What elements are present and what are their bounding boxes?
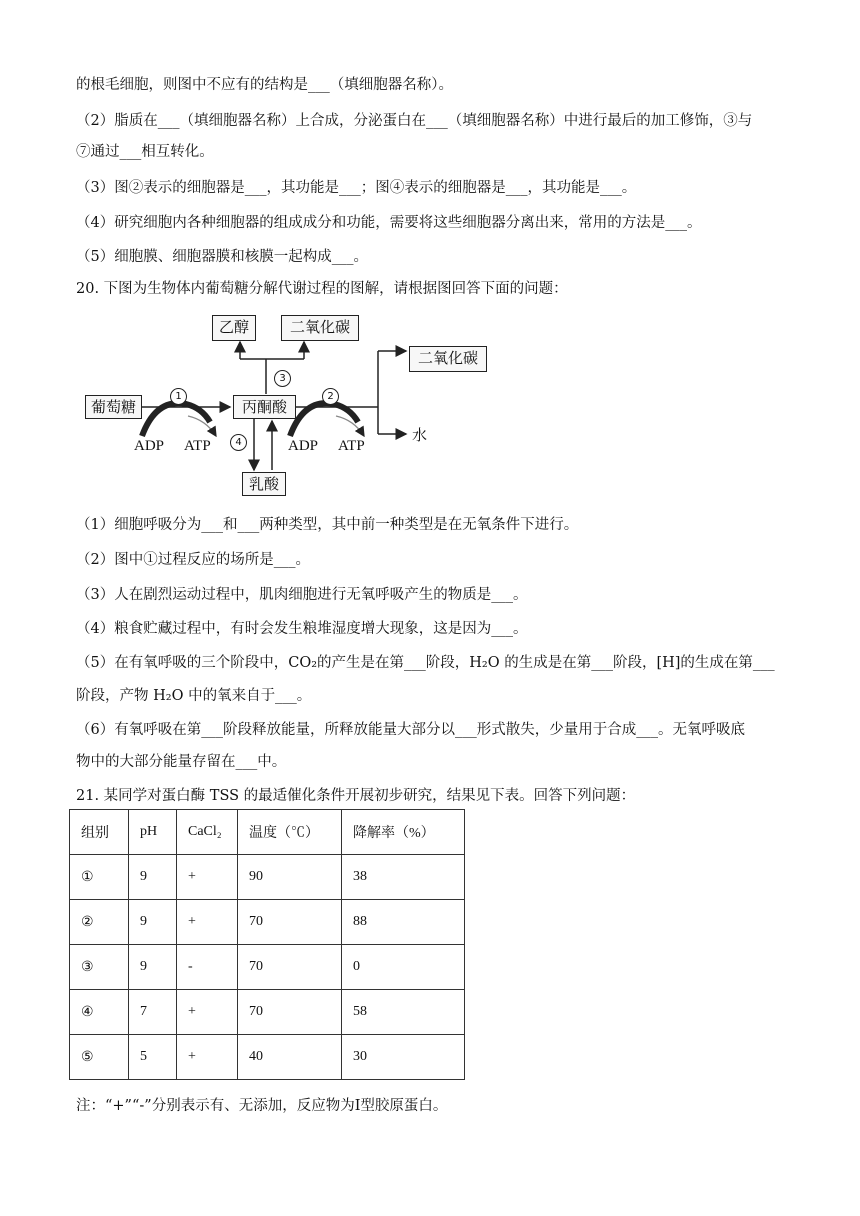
table-row bbox=[70, 990, 465, 1035]
text-line-4: （3）图②表示的细胞器是___，其功能是___；图④表示的细胞器是___，其功能是___。 bbox=[76, 180, 637, 196]
step-2-marker: 2 bbox=[322, 388, 339, 405]
cell-group: ② bbox=[70, 900, 129, 945]
cell-temperature: 90 bbox=[238, 855, 342, 900]
text-line-6: （5）细胞膜、细胞器膜和核膜一起构成___。 bbox=[76, 249, 368, 265]
step-4-marker: 4 bbox=[230, 434, 247, 451]
table-row bbox=[70, 900, 465, 945]
table-row bbox=[70, 945, 465, 990]
answer-line-2: （2）图中①过程反应的场所是___。 bbox=[76, 552, 310, 568]
cell-temperature: 40 bbox=[238, 1035, 342, 1080]
table-row bbox=[70, 855, 465, 900]
adp-label-1: ADP bbox=[134, 438, 165, 454]
answer-line-6: （6）有氧呼吸在第___阶段释放能量，所释放能量大部分以___形式散失，少量用于合成___。无氧呼吸底 bbox=[76, 722, 745, 738]
ethanol-box: 乙醇 bbox=[212, 315, 256, 341]
cell-ph: 7 bbox=[129, 990, 177, 1035]
co2-top-box: 二氧化碳 bbox=[281, 315, 359, 341]
question-20-title: 20. 下图为生物体内葡萄糖分解代谢过程的图解，请根据图回答下面的问题： bbox=[76, 281, 568, 297]
step-3-marker: 3 bbox=[274, 370, 291, 387]
glucose-box: 葡萄糖 bbox=[85, 395, 142, 419]
cell-cacl2: + bbox=[177, 855, 238, 900]
cell-ph: 9 bbox=[129, 900, 177, 945]
cell-temperature: 70 bbox=[238, 945, 342, 990]
atp-label-2: ATP bbox=[338, 438, 365, 454]
text-line-3: ⑦通过___相互转化。 bbox=[76, 144, 214, 160]
header-cacl2: CaCl₂ bbox=[177, 810, 238, 855]
cell-group: ⑤ bbox=[70, 1035, 129, 1080]
cell-degradation-rate: 38 bbox=[342, 855, 465, 900]
answer-line-3: （3）人在剧烈运动过程中，肌肉细胞进行无氧呼吸产生的物质是___。 bbox=[76, 587, 528, 603]
cell-group: ④ bbox=[70, 990, 129, 1035]
cell-cacl2: + bbox=[177, 990, 238, 1035]
answer-line-4: （4）粮食贮藏过程中，有时会发生粮堆湿度增大现象，这是因为___。 bbox=[76, 621, 528, 637]
table-note: 注：“+”“-”分别表示有、无添加，反应物为Ⅰ型胶原蛋白。 bbox=[76, 1098, 448, 1114]
cell-ph: 9 bbox=[129, 855, 177, 900]
cell-ph: 5 bbox=[129, 1035, 177, 1080]
cell-degradation-rate: 30 bbox=[342, 1035, 465, 1080]
text-line-1: 的根毛细胞，则图中不应有的结构是___（填细胞器名称）。 bbox=[76, 77, 453, 93]
step-1-marker: 1 bbox=[170, 388, 187, 405]
cell-degradation-rate: 0 bbox=[342, 945, 465, 990]
water-label: 水 bbox=[412, 426, 428, 444]
atp-label-1: ATP bbox=[184, 438, 211, 454]
table-header-row bbox=[70, 810, 465, 855]
lactate-box: 乳酸 bbox=[242, 472, 286, 496]
answer-line-1: （1）细胞呼吸分为___和___两种类型，其中前一种类型是在无氧条件下进行。 bbox=[76, 517, 579, 533]
cell-degradation-rate: 58 bbox=[342, 990, 465, 1035]
question-21-title: 21. 某同学对蛋白酶 TSS 的最适催化条件开展初步研究，结果见下表。回答下列问题： bbox=[76, 788, 636, 804]
header-degradation-rate: 降解率（%） bbox=[342, 810, 465, 855]
glucose-metabolism-diagram bbox=[76, 304, 536, 504]
answer-line-5: （5）在有氧呼吸的三个阶段中，CO₂的产生是在第___阶段，H₂O 的生成是在第___阶段，[H]的生成在第___ bbox=[76, 655, 775, 671]
answer-line-6b: 物中的大部分能量存留在___中。 bbox=[76, 754, 287, 770]
cell-cacl2: - bbox=[177, 945, 238, 990]
text-line-2: （2）脂质在___（填细胞器名称）上合成，分泌蛋白在___（填细胞器名称）中进行最后的加工修饰，③与 bbox=[76, 113, 753, 129]
cell-ph: 9 bbox=[129, 945, 177, 990]
cell-group: ① bbox=[70, 855, 129, 900]
cell-degradation-rate: 88 bbox=[342, 900, 465, 945]
adp-label-2: ADP bbox=[288, 438, 319, 454]
answer-line-5b: 阶段，产物 H₂O 中的氧来自于___。 bbox=[76, 688, 312, 704]
header-group: 组别 bbox=[70, 810, 129, 855]
cell-temperature: 70 bbox=[238, 990, 342, 1035]
header-ph: pH bbox=[129, 810, 177, 855]
cell-group: ③ bbox=[70, 945, 129, 990]
cell-temperature: 70 bbox=[238, 900, 342, 945]
co2-right-box: 二氧化碳 bbox=[409, 346, 487, 372]
pyruvate-box: 丙酮酸 bbox=[233, 395, 296, 419]
table-row bbox=[70, 1035, 465, 1080]
cell-cacl2: + bbox=[177, 900, 238, 945]
header-temperature: 温度（℃） bbox=[238, 810, 342, 855]
text-line-5: （4）研究细胞内各种细胞器的组成成分和功能，需要将这些细胞器分离出来，常用的方法是___。 bbox=[76, 215, 702, 231]
cell-cacl2: + bbox=[177, 1035, 238, 1080]
enzyme-results-table bbox=[69, 809, 465, 1080]
